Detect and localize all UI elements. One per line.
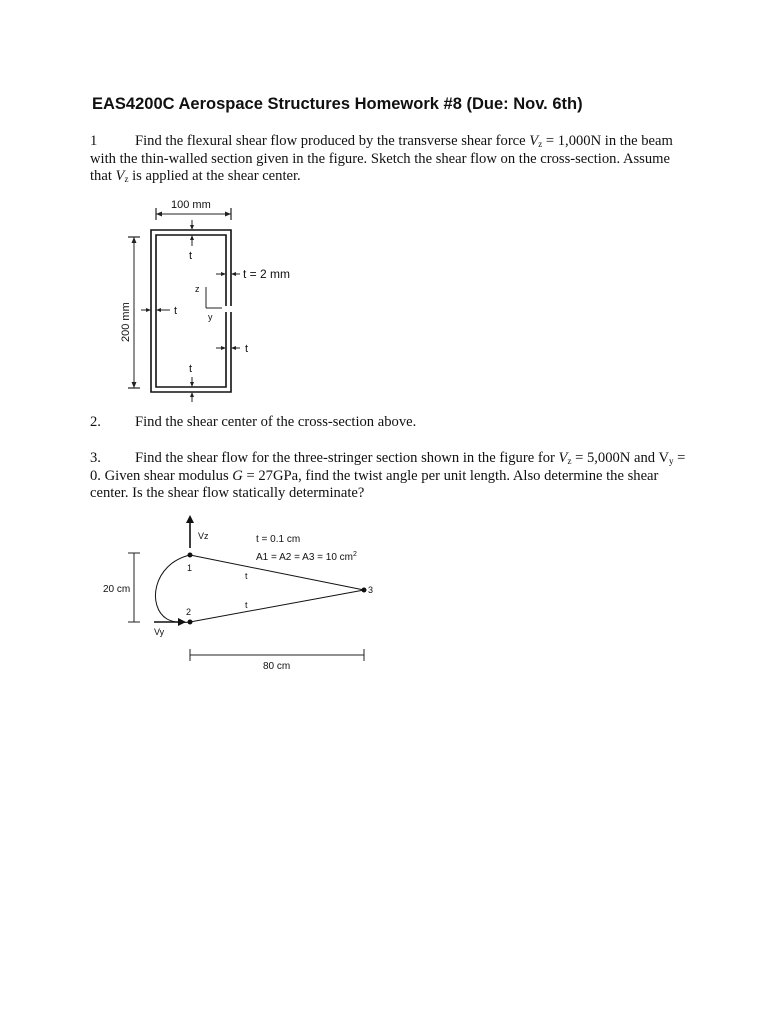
problem-number: 2. — [90, 414, 101, 430]
problem-text: Find the flexural shear flow produced by the transverse shear force — [135, 133, 530, 149]
thickness-label-lower: t — [245, 600, 248, 610]
symbol-v: V — [115, 168, 125, 184]
symbol-v: V — [658, 450, 669, 466]
symbol-subscript-z: z — [538, 139, 543, 149]
problem-text: = 5,000N and — [571, 450, 659, 466]
problem-text: Find the shear flow for the three-stringer section shown in the figure for — [135, 450, 559, 466]
z-axis-label: z — [195, 284, 200, 294]
symbol-subscript-z: z — [567, 456, 572, 466]
symbol-v: V — [558, 450, 568, 466]
stringer-2-label: 2 — [186, 607, 192, 617]
problem-2 — [90, 414, 690, 432]
problem-text: is applied at the shear center. — [128, 168, 301, 184]
stringer-1-label: 1 — [187, 563, 193, 573]
page-title: EAS4200C Aerospace Structures Homework #8 (Due: Nov. 6th) — [92, 95, 583, 113]
length-dimension-label: 80 cm — [263, 661, 291, 672]
wall-thickness-label: t = 2 mm — [243, 267, 291, 281]
channel-section-figure — [114, 192, 314, 417]
problem-text: = 27GPa, find the twist angle per unit length. Also determine the shear center. Is the shear flow statically determinate? — [90, 467, 659, 501]
problem-3 — [90, 450, 690, 503]
y-axis-label: y — [208, 312, 213, 322]
lower-skin — [190, 590, 364, 622]
stringer-2 — [188, 620, 193, 625]
height-dimension-label: 20 cm — [103, 584, 131, 595]
symbol-subscript-z: z — [124, 174, 129, 184]
problem-text: = 1,000N in the beam with the thin-walled section given in the figure. Sketch the shear flow on the cross-section. Assume that — [90, 133, 673, 184]
problem-text: = 0. Given shear modulus — [90, 450, 686, 484]
problem-text: Find the shear center of the cross-section above. — [135, 414, 417, 430]
stringer-1 — [188, 553, 193, 558]
problem-number: 1 — [90, 133, 98, 149]
thickness-label-left: t — [174, 305, 178, 317]
three-stringer-figure — [92, 512, 402, 682]
thickness-label-bottom: t — [189, 363, 193, 375]
thickness-label-upper: t — [245, 571, 248, 581]
semicircular-nose — [155, 555, 193, 623]
symbol-v: V — [529, 133, 539, 149]
thickness-label: t = 0.1 cm — [256, 534, 301, 545]
areas-label: A1 = A2 = A3 = 10 $cm^2$ — [256, 551, 357, 563]
stringer-3-label: 3 — [368, 585, 374, 595]
vy-label: Vy — [154, 627, 165, 637]
height-dimension-label: 200 mm — [120, 302, 132, 342]
symbol-g: G — [232, 467, 243, 484]
thickness-label-top: t — [189, 250, 193, 262]
problem-number: 3. — [90, 450, 101, 466]
symbol-subscript-y: y — [669, 456, 674, 466]
vz-label: Vz — [198, 531, 209, 541]
width-dimension-label: 100 mm — [171, 199, 211, 211]
problem-1 — [90, 133, 690, 186]
stringer-3 — [362, 588, 367, 593]
thickness-label-right: t — [245, 343, 249, 355]
